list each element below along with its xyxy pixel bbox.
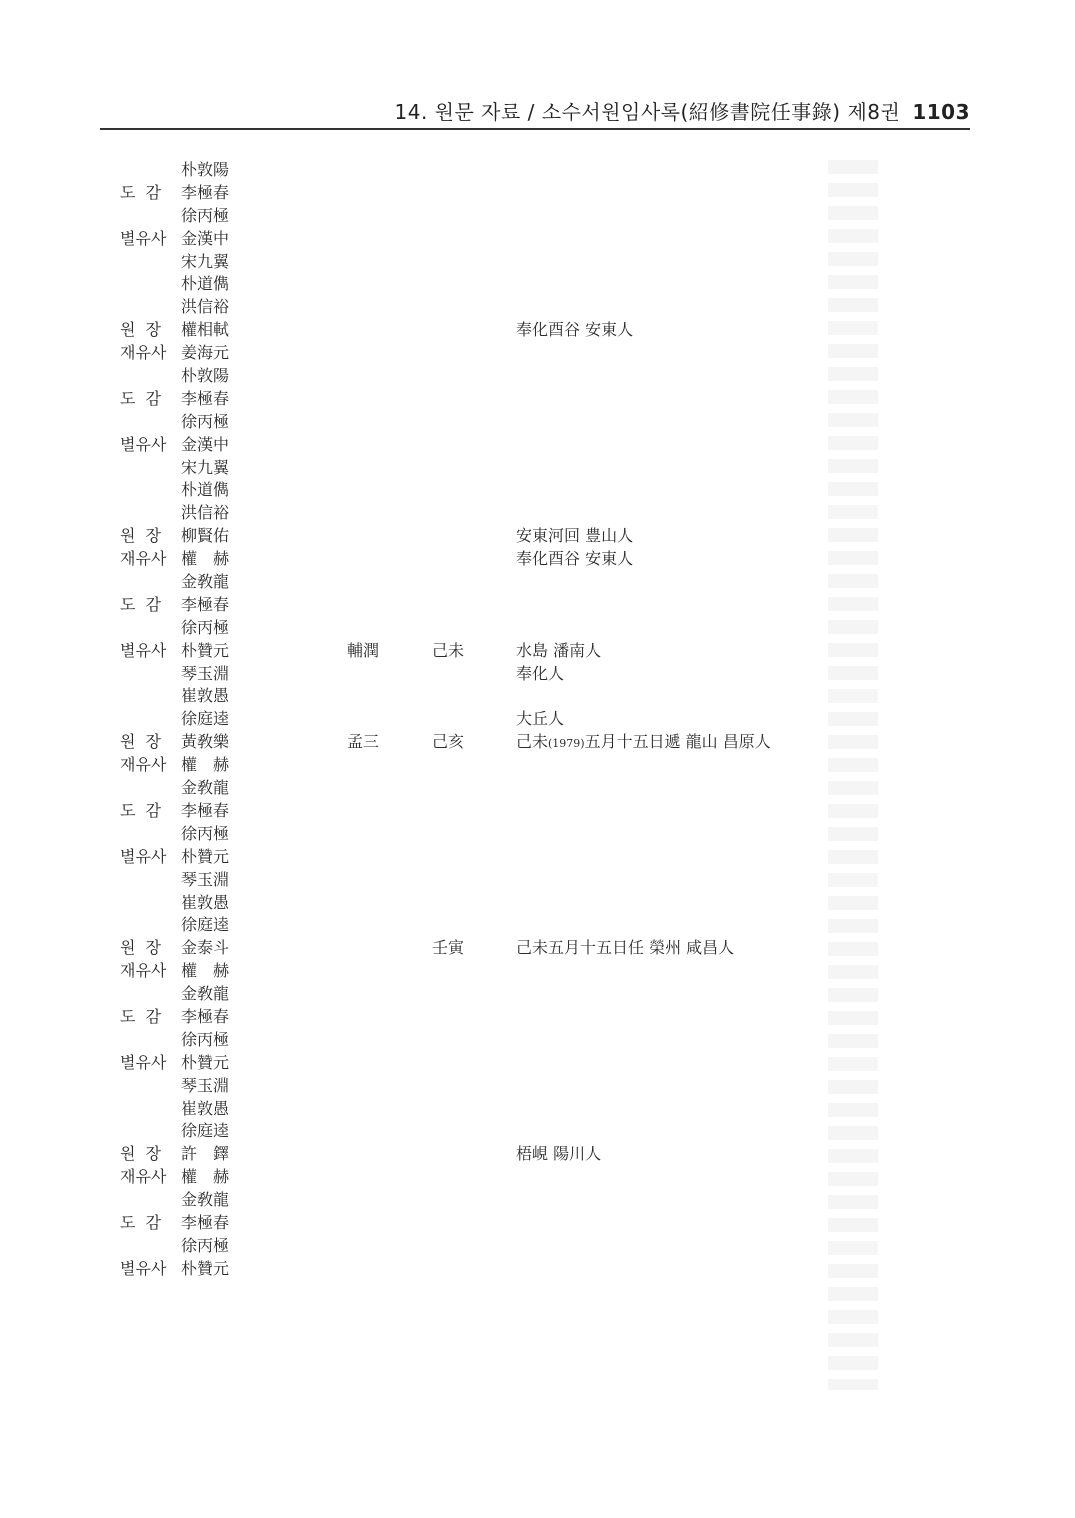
record-row [0,708,1075,731]
record-row [0,319,1075,342]
person-name: 朴敦陽 [181,160,230,179]
note-year-small: (1979) [548,737,585,751]
person-name: 洪信裕 [181,297,230,317]
page-header [100,96,970,130]
birth-year: 壬寅 [432,938,465,958]
person-name: 李極春 [181,800,230,820]
person-name: 徐丙極 [181,1029,230,1049]
person-name: 李極春 [181,594,230,614]
record-row [0,1075,1075,1098]
person-name: 許 鐸 [181,1144,230,1164]
record-row [0,846,1075,869]
record-row [0,685,1075,708]
record-row [0,1189,1075,1212]
person-name: 徐庭逵 [181,709,230,729]
record-row [0,1166,1075,1189]
person-name: 朴贊元 [181,1052,230,1072]
role-label: 도감 [120,182,171,202]
record-row [0,731,1075,754]
person-name: 金敎龍 [181,1190,230,1210]
role-label: 재유사 [120,961,167,981]
record-row [0,983,1075,1006]
person-name: 金敎龍 [181,984,230,1004]
role-label: 재유사 [120,1167,167,1187]
record-row [0,479,1075,502]
record-row [0,434,1075,457]
note-text: 奉化酉谷 安東人 [516,549,634,569]
person-name: 徐丙極 [181,617,230,637]
record-row [0,1006,1075,1029]
note-text: 大丘人 [516,709,565,729]
person-name: 金敎龍 [181,572,230,592]
person-name: 徐庭逵 [181,915,230,935]
role-label: 원장 [120,320,171,340]
record-row [0,663,1075,686]
record-row [0,502,1075,525]
note-text [516,731,771,755]
record-row [0,1120,1075,1143]
record-row [0,228,1075,251]
record-row [0,159,1075,182]
role-label: 원장 [120,526,171,546]
record-row [0,869,1075,892]
note-text-part: 己未 [516,732,549,752]
role-label: 도감 [120,388,171,408]
header-text [395,96,971,125]
record-row [0,548,1075,571]
note-text: 水島 潘南人 [516,640,602,660]
person-name: 宋九翼 [181,251,230,271]
record-row [0,251,1075,274]
record-row [0,273,1075,296]
record-row [0,296,1075,319]
courtesy-name: 輔潤 [347,640,380,660]
record-row [0,182,1075,205]
page-number: 1103 [912,100,970,124]
record-row [0,388,1075,411]
person-name: 徐庭逵 [181,1121,230,1141]
person-name: 權 赫 [181,961,230,981]
courtesy-name: 孟三 [347,732,380,752]
role-label: 별유사 [120,434,167,454]
person-name: 朴贊元 [181,1258,230,1278]
person-name: 朴敦陽 [181,366,230,386]
role-label: 도감 [120,1212,171,1232]
person-name: 宋九翼 [181,457,230,477]
header-title: 14. 원문 자료 / 소수서원임사록(紹修書院任事錄) 제8권 [394,100,901,124]
record-row [0,1052,1075,1075]
record-row [0,960,1075,983]
person-name: 姜海元 [181,343,230,363]
person-name: 柳賢佑 [181,526,230,546]
record-row [0,800,1075,823]
person-name: 琴玉淵 [181,1075,230,1095]
person-name: 金泰斗 [181,938,230,958]
record-row [0,777,1075,800]
role-label: 재유사 [120,549,167,569]
person-name: 金漢中 [181,228,230,248]
record-row [0,457,1075,480]
note-text: 奉化酉谷 安東人 [516,320,634,340]
record-row [0,1029,1075,1052]
role-label: 별유사 [120,1258,167,1278]
role-label: 도감 [120,1006,171,1026]
role-label: 별유사 [120,640,167,660]
record-row [0,914,1075,937]
record-row [0,617,1075,640]
person-name: 徐丙極 [181,1235,230,1255]
record-row [0,1212,1075,1235]
role-label: 도감 [120,594,171,614]
record-row [0,640,1075,663]
person-name: 李極春 [181,182,230,202]
note-text: 梧峴 陽川人 [516,1144,602,1164]
role-label: 재유사 [120,755,167,775]
record-row [0,892,1075,915]
note-text-rest: 五月十五日遞 龍山 昌原人 [584,732,771,752]
record-row [0,823,1075,846]
record-row [0,594,1075,617]
role-label: 원장 [120,732,171,752]
person-name: 李極春 [181,1212,230,1232]
person-name: 徐丙極 [181,205,230,225]
person-name: 李極春 [181,1006,230,1026]
role-label: 별유사 [120,228,167,248]
person-name: 崔敦愚 [181,686,230,706]
record-row [0,754,1075,777]
person-name: 徐丙極 [181,411,230,431]
record-row [0,1258,1075,1281]
person-name: 權相軾 [181,320,230,340]
person-name: 朴贊元 [181,640,230,660]
record-row [0,205,1075,228]
person-name: 權 赫 [181,549,230,569]
role-label: 원장 [120,1144,171,1164]
role-label: 별유사 [120,846,167,866]
person-name: 朴贊元 [181,846,230,866]
record-row [0,411,1075,434]
record-row [0,937,1075,960]
person-name: 權 赫 [181,755,230,775]
person-name: 權 赫 [181,1167,230,1187]
record-row [0,1098,1075,1121]
role-label: 별유사 [120,1052,167,1072]
person-name: 黃敎樂 [181,732,230,752]
person-name: 李極春 [181,388,230,408]
note-text: 安東河回 豊山人 [516,526,634,546]
birth-year: 己亥 [432,732,465,752]
birth-year: 己未 [432,640,465,660]
role-label: 재유사 [120,343,167,363]
person-name: 崔敦愚 [181,1098,230,1118]
person-name: 崔敦愚 [181,892,230,912]
role-label: 원장 [120,938,171,958]
record-row [0,1235,1075,1258]
person-name: 徐丙極 [181,823,230,843]
record-row [0,1143,1075,1166]
person-name: 琴玉淵 [181,869,230,889]
record-row [0,571,1075,594]
note-text: 己未五月十五日任 榮州 咸昌人 [516,938,735,958]
record-row [0,365,1075,388]
record-list [0,159,1075,1281]
person-name: 金漢中 [181,434,230,454]
person-name: 琴玉淵 [181,663,230,683]
person-name: 朴道儁 [181,274,230,294]
role-label: 도감 [120,800,171,820]
person-name: 洪信裕 [181,503,230,523]
person-name: 金敎龍 [181,778,230,798]
record-row [0,525,1075,548]
note-text: 奉化人 [516,663,565,683]
record-row [0,342,1075,365]
person-name: 朴道儁 [181,480,230,500]
